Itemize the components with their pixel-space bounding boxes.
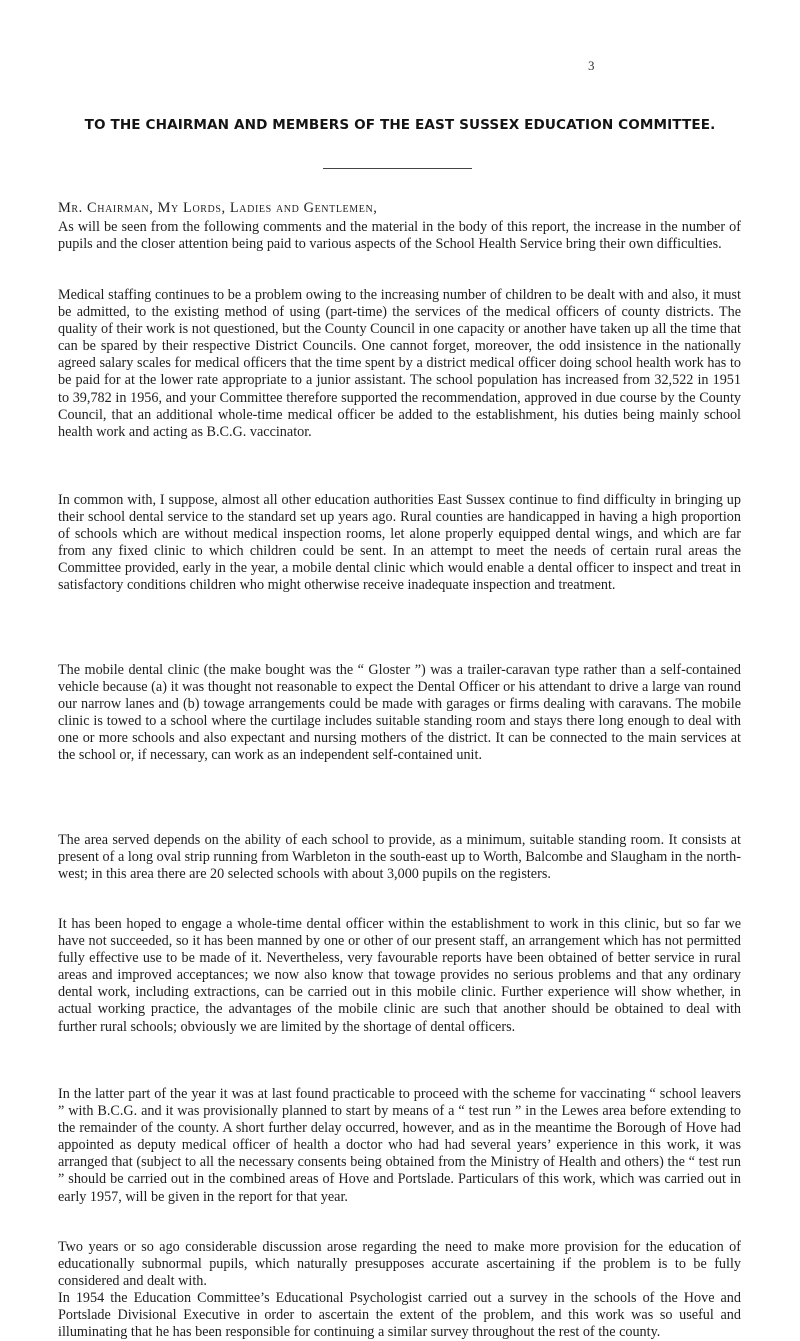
paragraph: In the latter part of the year it was at last found practicable to proceed with the scheme for vaccinating “ school leavers ” with B.C.G. and it was provisionally planned to start by means of a “ test run ” in the Lewes area before extending to the remainder of the county. A short further delay occurred, however, and as in the meantime the Borough of Hove had appointed as deputy medical officer of health a doctor who had had several years’ experience in this work, it was arranged that (subject to all the necessary consents being obtained from the Ministry of Health and others) the “ test run ” should be carried out in the combined areas of Hove and Portslade. Particulars of this work, which was carried out in early 1957, will be given in the report for that year. <box>58 1086 741 1205</box>
salutation <box>58 200 377 217</box>
page-number: 3 <box>588 58 595 73</box>
heading-rule <box>323 168 472 169</box>
paragraph: Two years or so ago considerable discussion arose regarding the need to make more provision for the education of educationally subnormal pupils, which naturally presupposes accurate ascertaining if the problem is to be fully considered and dealt with. <box>58 1239 741 1290</box>
paragraph: As will be seen from the following comments and the material in the body of this report, the increase in the number of pupils and the closer attention being paid to various aspects of the School Health Service bring their own difficulties. <box>58 219 741 253</box>
paragraph: The area served depends on the ability of each school to provide, as a minimum, suitable standing room. It consists at present of a long oval strip running from Warbleton in the south-east up to Worth, Balcombe and Slaugham in the north-west; in this area there are 20 selected schools with about 3,000 pupils on the registers. <box>58 832 741 883</box>
paragraph: It has been hoped to engage a whole-time dental officer within the establishment to work in this clinic, but so far we have not succeeded, so it has been manned by one or other of our present staff, an arrangement which has not permitted fully effective use to be made of it. Nevertheless, very favourable reports have been obtained of better service in rural areas and improved acceptances; we now also know that towage provides no serious problems and that any ordinary dental work, including extractions, can be carried out in this mobile clinic. Further experience will show whether, in actual working practice, the advantages of the mobile clinic are such that another should be obtained to deal with further rural schools; obviously we are limited by the shortage of dental officers. <box>58 916 741 1035</box>
paragraph: The mobile dental clinic (the make bought was the “ Gloster ”) was a trailer-caravan type rather than a self-contained vehicle because (a) it was thought not reasonable to expect the Dental Officer or his attendant to drive a large van round our narrow lanes and (b) towage arrangements could be made with garages or firms dealing with caravans. The mobile clinic is towed to a school where the curtilage includes suitable standing room and stays there long enough to deal with one or more schools and also expectant and nursing mothers of the district. It can be connected to the main services at the school or, if necessary, can work as an independent self-contained unit. <box>58 662 741 764</box>
report-heading: TO THE CHAIRMAN AND MEMBERS OF THE EAST SUSSEX EDUCATION COMMITTEE. <box>84 117 716 133</box>
salutation-text: Mr. Chairman, My Lords, Ladies and Gentlemen, <box>58 200 378 216</box>
paragraph: In common with, I suppose, almost all other education authorities East Sussex continue to find difficulty in bringing up their school dental service to the standard set up years ago. Rural counties are handicapped in having a high proportion of schools which are without medical inspection rooms, let alone properly equipped dental wings, and which are far from any fixed clinic to which children could be sent. In an attempt to meet the needs of certain rural areas the Committee provided, early in the year, a mobile dental clinic which would enable a dental officer to inspect and treat in satisfactory conditions children who might otherwise receive inadequate inspection and treatment. <box>58 492 741 594</box>
paragraph: Medical staffing continues to be a problem owing to the increasing number of children to be dealt with and also, it must be admitted, to the existing method of using (part-time) the services of the medical officers of county districts. The quality of their work is not questioned, but the County Council in one capacity or another have taken up all the time that can be spared by their respective District Councils. One cannot forget, moreover, the odd insistence in the nationally agreed salary scales for medical officers that the time spent by a district medical officer doing school health work has to be paid for at the lower rate appropriate to a junior assistant. The school population has increased from 32,522 in 1951 to 39,782 in 1956, and your Committee therefore supported the recommendation, approved in due course by the County Council, that an additional whole-time medical officer be added to the establishment, his duties being mainly school health work and acting as B.C.G. vaccinator. <box>58 287 741 440</box>
paragraph: In 1954 the Education Committee’s Educational Psychologist carried out a survey in the schools of the Hove and Portslade Divisional Executive in order to ascertain the extent of the problem, and this work was so useful and illuminating that he has been responsible for continuing a similar survey throughout the rest of the county. <box>58 1290 741 1341</box>
